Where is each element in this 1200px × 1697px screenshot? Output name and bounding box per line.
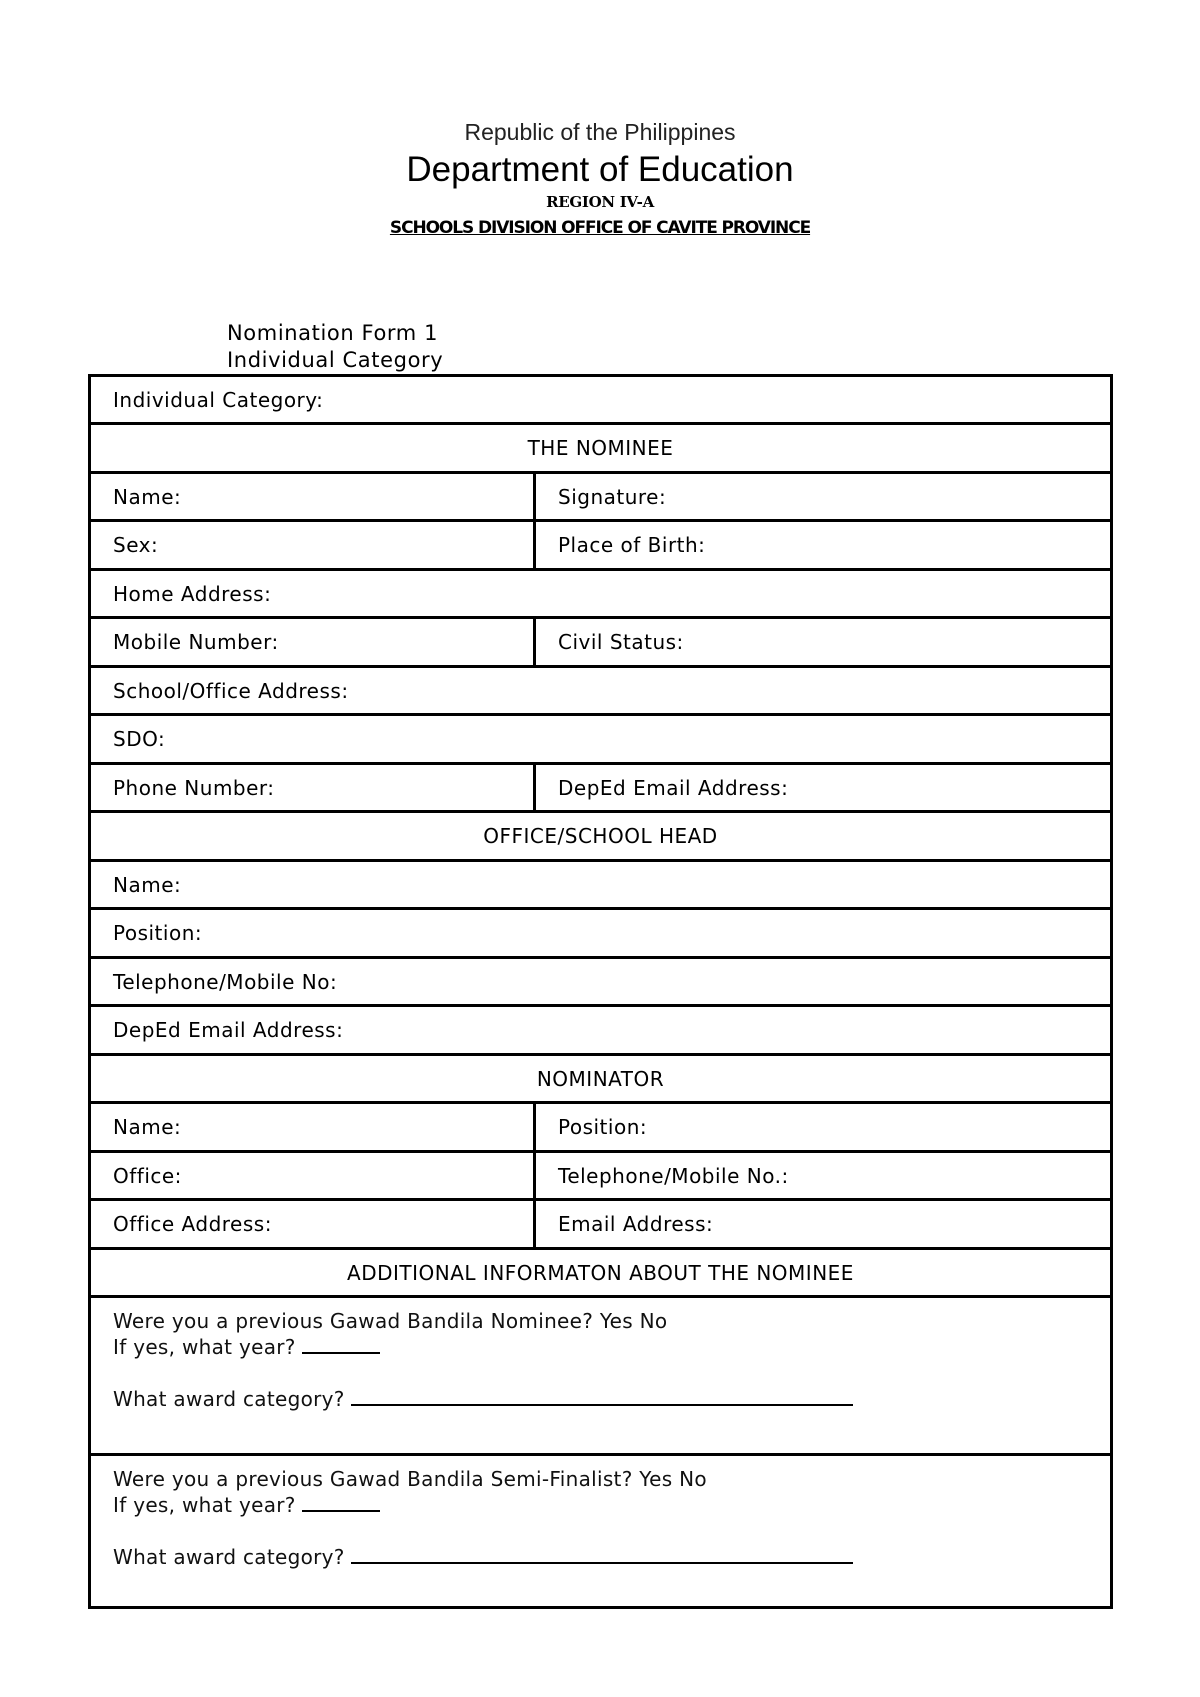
nominator-name-field[interactable]: Name: [91, 1104, 536, 1150]
category-prompt: What award category? [113, 1545, 345, 1569]
nominator-position-field[interactable]: Position: [558, 1115, 648, 1139]
nominee-signature-field[interactable]: Signature: [558, 484, 667, 509]
category-line [113, 1386, 1110, 1412]
category-prompt: What award category? [113, 1387, 345, 1411]
year-line [113, 1492, 1110, 1518]
head-name-field[interactable]: Name: [113, 872, 182, 897]
section-additional-info-label: ADDITIONAL INFORMATON ABOUT THE NOMINEE [347, 1260, 854, 1285]
nominee-phone-field[interactable]: Phone Number: [91, 765, 536, 810]
head-telephone-field[interactable]: Telephone/Mobile No: [113, 969, 338, 994]
row-head-deped-email [91, 1007, 1110, 1056]
question-block-nominee [91, 1298, 1110, 1456]
row-head-telephone [91, 959, 1110, 1007]
head-position-field[interactable]: Position: [113, 921, 203, 945]
nominee-civil-status-field[interactable]: Civil Status: [558, 630, 684, 654]
republic-heading: Republic of the Philippines [464, 119, 736, 145]
spacer [113, 1518, 1110, 1544]
question-previous-semifinalist: Were you a previous Gawad Bandila Semi-Finalist? Yes No [113, 1467, 707, 1491]
nominee-place-of-birth-field[interactable]: Place of Birth: [558, 533, 706, 557]
form-title-line2: Individual Category [227, 348, 444, 372]
row-nominator-office-telephone [91, 1153, 1110, 1201]
section-nominator-label: NOMINATOR [536, 1066, 665, 1091]
row-nominee-school-address [91, 668, 1110, 716]
row-nominator-name-position [91, 1104, 1110, 1153]
department-heading: Department of Education [406, 150, 794, 189]
year-blank[interactable] [302, 1509, 380, 1512]
nominator-office-address-field[interactable]: Office Address: [91, 1201, 536, 1247]
row-head-name [91, 862, 1110, 910]
division-heading: SCHOOLS DIVISION OFFICE OF CAVITE PROVINCE [389, 218, 811, 238]
nominee-name-field[interactable]: Name: [91, 474, 536, 519]
nominee-deped-email-field[interactable]: DepEd Email Address: [558, 775, 789, 800]
nominee-mobile-field[interactable]: Mobile Number: [91, 619, 536, 665]
question-previous-nominee: Were you a previous Gawad Bandila Nominee? Yes No [113, 1309, 668, 1333]
nominator-telephone-field[interactable]: Telephone/Mobile No.: [558, 1163, 789, 1188]
row-individual-category [91, 377, 1110, 425]
nominator-office-field[interactable]: Office: [91, 1153, 536, 1198]
year-line [113, 1334, 1110, 1360]
row-nominator-address-email [91, 1201, 1110, 1250]
nominee-home-address-field[interactable]: Home Address: [113, 581, 272, 606]
nominee-school-address-field[interactable]: School/Office Address: [113, 678, 349, 703]
section-office-school-head-label: OFFICE/SCHOOL HEAD [483, 824, 718, 848]
year-prompt: If yes, what year? [113, 1335, 296, 1359]
row-nominee-phone-email [91, 765, 1110, 813]
row-nominee-sdo [91, 716, 1110, 765]
nominee-sdo-field[interactable]: SDO: [113, 727, 166, 751]
form-title [227, 320, 443, 374]
year-blank[interactable] [302, 1351, 380, 1354]
row-nominee-sex-birth [91, 522, 1110, 571]
spacer [113, 1360, 1110, 1386]
row-nominee-name-signature [91, 474, 1110, 522]
row-nominee-home-address [91, 571, 1110, 619]
nominator-email-field[interactable]: Email Address: [558, 1212, 714, 1236]
nominee-sex-field[interactable]: Sex: [91, 522, 536, 568]
question-block-semifinalist [91, 1456, 1110, 1606]
nomination-form-table [88, 374, 1113, 1609]
category-blank[interactable] [351, 1561, 853, 1564]
row-head-position [91, 910, 1110, 959]
individual-category-field[interactable]: Individual Category: [113, 387, 324, 412]
section-office-school-head [91, 813, 1110, 862]
form-title-line1: Nomination Form 1 [227, 321, 439, 345]
row-nominee-mobile-civil [91, 619, 1110, 668]
section-additional-info [91, 1250, 1110, 1298]
category-line [113, 1544, 1110, 1570]
category-blank[interactable] [351, 1403, 853, 1406]
section-nominator [91, 1056, 1110, 1104]
region-heading: REGION IV-A [546, 193, 654, 211]
section-nominee-label: THE NOMINEE [527, 436, 674, 460]
head-deped-email-field[interactable]: DepEd Email Address: [113, 1018, 344, 1042]
section-nominee [91, 425, 1110, 474]
year-prompt: If yes, what year? [113, 1493, 296, 1517]
